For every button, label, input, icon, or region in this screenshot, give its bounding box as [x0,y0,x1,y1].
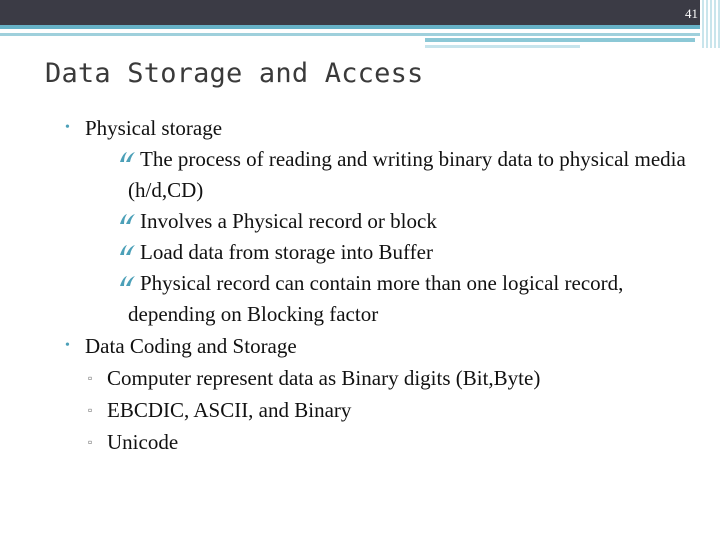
sub-bullet-item [0,144,700,206]
bullet-item [0,112,700,144]
square-bullet-icon: ▫ [88,435,93,449]
sub-bullet-text: Involves a Physical record or block [140,209,437,233]
open-quote-icon [118,237,140,256]
sub-bullet-item [0,362,700,394]
square-bullet-icon: ▫ [88,403,93,417]
sub-bullet-item [0,206,700,237]
bullet-item [0,330,700,362]
sub-bullet-text: EBCDIC, ASCII, and Binary [107,398,352,422]
decorative-line [425,38,695,42]
slide-title: Data Storage and Access [45,58,424,89]
sub-bullet-item [0,426,700,458]
bullet-text: Physical storage [85,116,223,140]
sub-bullet-text: Computer represent data as Binary digits (Bit,Byte) [107,366,541,390]
bullet-dot-icon: • [65,338,70,353]
sub-bullet-text: The process of reading and writing binary data to physical media (h/d,CD) [128,147,686,202]
header-bar-edge [0,25,700,29]
decorative-strip [702,0,720,48]
bullet-dot-icon: • [65,120,70,135]
sub-bullet-item [0,394,700,426]
bullet-text: Data Coding and Storage [85,334,297,358]
square-bullet-icon: ▫ [88,371,93,385]
sub-bullet-text: Load data from storage into Buffer [140,240,433,264]
slide-number: 41 [685,6,698,21]
decorative-line [0,33,700,36]
open-quote-icon [118,268,140,287]
sub-bullet-text: Unicode [107,430,179,454]
open-quote-icon [118,206,140,225]
sub-bullet-text: Physical record can contain more than one logical record, depending on Blocking factor [128,271,624,326]
slide-body [0,112,700,458]
sub-bullet-item [0,268,700,330]
header-bar [0,0,700,25]
sub-bullet-item [0,237,700,268]
open-quote-icon [118,144,140,163]
decorative-line [425,45,580,48]
